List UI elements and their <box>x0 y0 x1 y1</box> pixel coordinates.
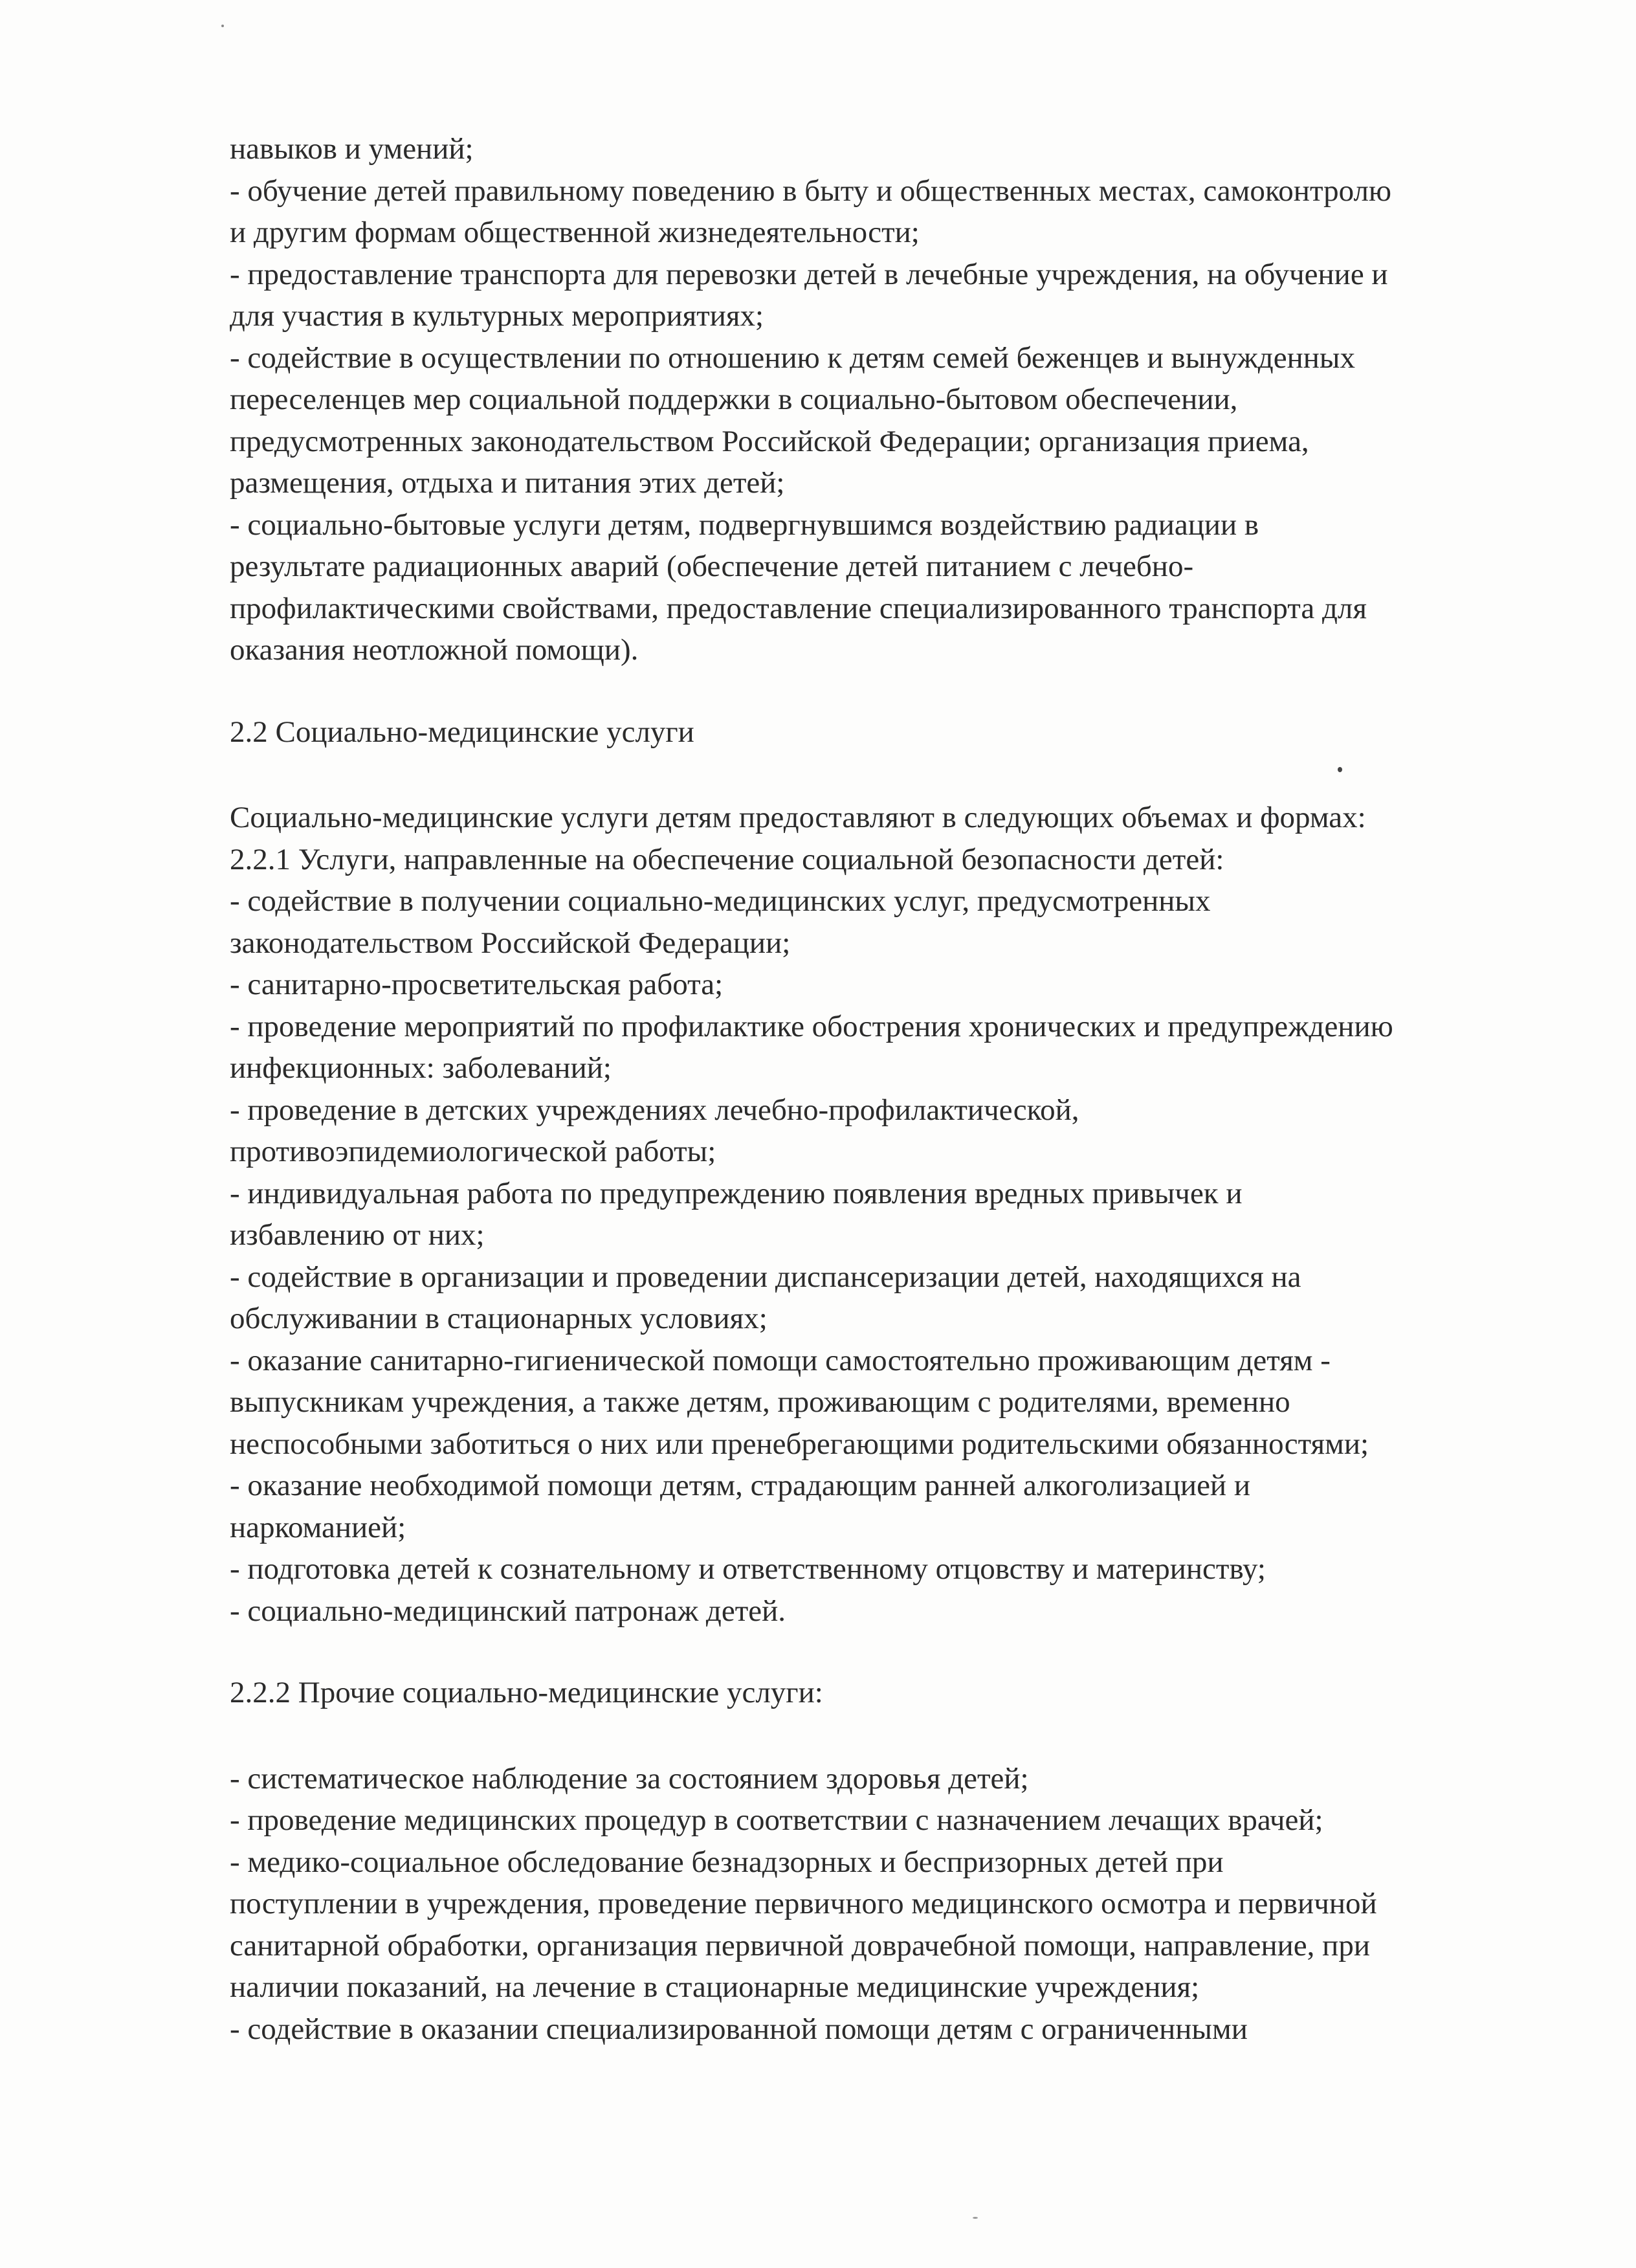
text-line: неспособными заботиться о них или пренебрегающими родительскими обязанностями; <box>230 1427 1369 1461</box>
text-line: - подготовка детей к сознательному и ответственному отцовству и материнству; <box>230 1552 1266 1586</box>
text-line: - проведение медицинских процедур в соответствии с назначением лечащих врачей; <box>230 1803 1323 1837</box>
text-line: избавлению от них; <box>230 1218 485 1252</box>
text-line: - содействие в получении социально-медицинских услуг, предусмотренных <box>230 884 1211 918</box>
text-line: - медико-социальное обследование безнадзорных и беспризорных детей при <box>230 1845 1224 1879</box>
text-line: и другим формам общественной жизнедеятельности; <box>230 216 920 249</box>
text-line: поступлении в учреждения, проведение первичного медицинского осмотра и первичной <box>230 1887 1377 1920</box>
scan-speck <box>221 25 224 27</box>
text-line: оказания неотложной помощи). <box>230 633 639 667</box>
text-line: результате радиационных аварий (обеспечение детей питанием с лечебно- <box>230 550 1194 583</box>
text-line: - обучение детей правильному поведению в быту и общественных местах, самоконтролю <box>230 173 1392 208</box>
subsection-2-2-2 <box>230 1758 1518 2051</box>
text-line: - проведение в детских учреждениях лечебно-профилактической, <box>230 1093 1079 1127</box>
subsection-heading-2-2-1: 2.2.1 Услуги, направленные на обеспечение социальной безопасности детей: <box>230 842 1224 876</box>
text-line: для участия в культурных мероприятиях; <box>230 299 764 333</box>
text-line: переселенцев мер социальной поддержки в социально-бытовом обеспечении, <box>230 383 1238 416</box>
text-line: - содействие в осуществлении по отношению к детям семей беженцев и вынужденных <box>230 340 1355 375</box>
text-line: законодательством Российской Федерации; <box>230 926 791 960</box>
text-line: обслуживании в стационарных условиях; <box>230 1302 768 1335</box>
text-line: противоэпидемиологической работы; <box>230 1135 716 1168</box>
text-line: - оказание необходимой помощи детям, страдающим ранней алкоголизацией и <box>230 1469 1250 1502</box>
text-line: - социально-бытовые услуги детям, подвергнувшимся воздействию радиации в <box>230 507 1259 542</box>
section-intro: Социально-медицинские услуги детям предоставляют в следующих объемах и формах: <box>230 801 1366 834</box>
text-line: - предоставление транспорта для перевозки детей в лечебные учреждения, на обучение и <box>230 257 1388 291</box>
text-line: - систематическое наблюдение за состоянием здоровья детей; <box>230 1761 1029 1796</box>
text-line: санитарной обработки, организация первичной доврачебной помощи, направление, при <box>230 1928 1370 1962</box>
scan-speck <box>973 2217 978 2219</box>
section-heading-2-2: 2.2 Социально-медицинские услуги <box>230 715 694 749</box>
text-line: - оказание санитарно-гигиенической помощи самостоятельно проживающим детям - <box>230 1343 1331 1377</box>
text-line: размещения, отдыха и питания этих детей; <box>230 466 785 500</box>
subsection-heading-2-2-2: 2.2.2 Прочие социально-медицинские услуги: <box>230 1676 823 1709</box>
text-line: - проведение мероприятий по профилактике обострения хронических и предупреждению <box>230 1009 1393 1043</box>
document-body <box>230 128 1518 2050</box>
text-line: предусмотренных законодательством Российской Федерации; организация приема, <box>230 424 1309 458</box>
text-line: инфекционных: заболеваний; <box>230 1051 612 1085</box>
subsection-2-2-1 <box>230 839 1518 1632</box>
intro-paragraph <box>230 128 1518 671</box>
text-line: - содействие в оказании специализированной помощи детям с ограниченными <box>230 2012 1248 2046</box>
text-line: навыков и умений; <box>230 132 474 166</box>
text-line: выпускникам учреждения, а также детям, проживающим с родителями, временно <box>230 1385 1290 1419</box>
text-line: наличии показаний, на лечение в стационарные медицинские учреждения; <box>230 1970 1200 2004</box>
text-line: - санитарно-просветительская работа; <box>230 968 724 1001</box>
text-line: - социально-медицинский патронаж детей. <box>230 1594 786 1628</box>
text-line: - индивидуальная работа по предупреждению появления вредных привычек и <box>230 1176 1243 1210</box>
text-line: наркоманией; <box>230 1510 406 1544</box>
text-line: профилактическими свойствами, предоставление специализированного транспорта для <box>230 591 1367 625</box>
text-line: - содействие в организации и проведении диспансеризации детей, находящихся на <box>230 1260 1301 1294</box>
